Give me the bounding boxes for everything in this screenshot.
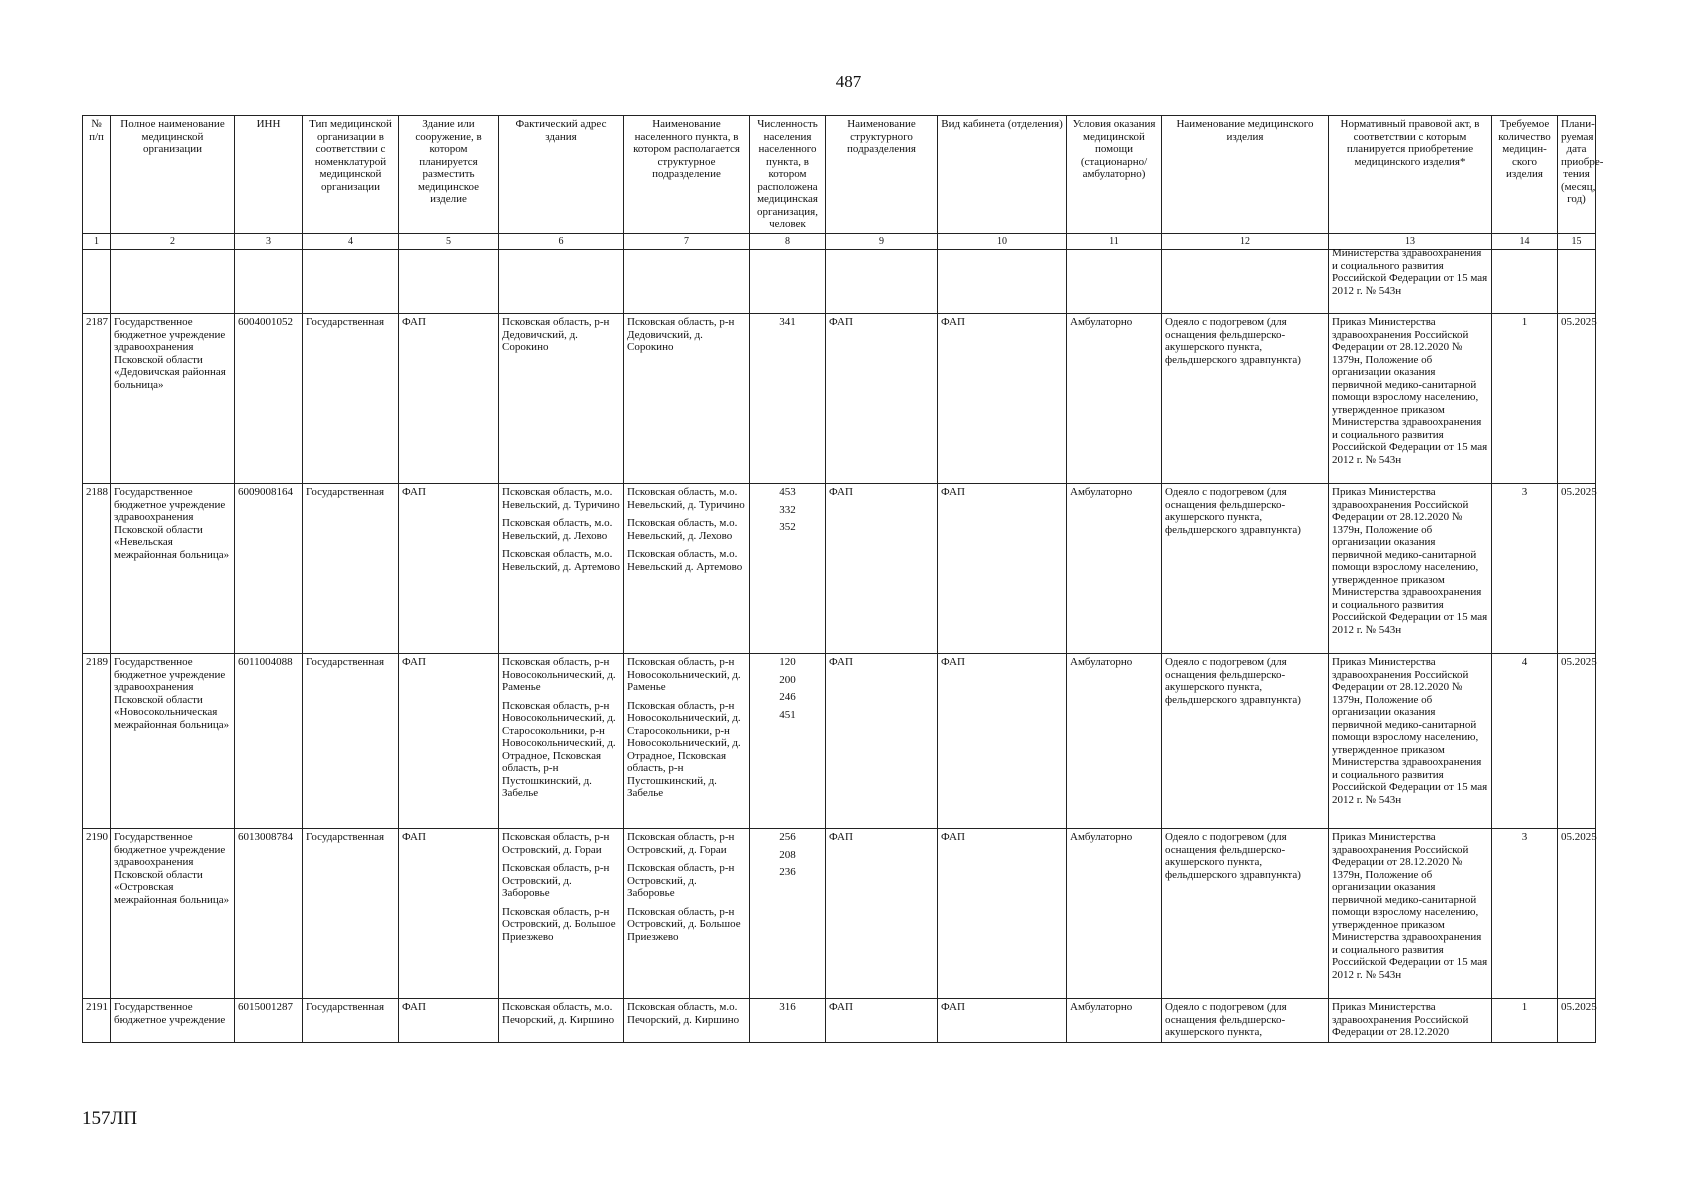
address: Псковская область, р-н Островский, д. Большое Приезжево: [502, 905, 616, 943]
col-header: Тип медицинской организации в соответствии с номенклатурой медицинской организации: [303, 116, 399, 234]
col-header: Наименование медицинского изделия: [1162, 116, 1329, 234]
row-number: 2187: [83, 314, 111, 484]
inn: 6004001052: [235, 314, 303, 484]
population: 200: [779, 673, 796, 686]
device-name-text: Одеяло с подогревом (для оснащения фельдшерско-акушерского пункта,: [1165, 1001, 1287, 1038]
address-cell: [499, 829, 624, 999]
row-number: 2188: [83, 484, 111, 654]
purchase-date: 05.2025: [1558, 484, 1596, 654]
table-row: [83, 999, 1596, 1043]
address: Псковская область, м.о. Печорский, д. Киршино: [502, 1001, 615, 1026]
cabinet-type: ФАП: [938, 484, 1067, 654]
col-header: ИНН: [235, 116, 303, 234]
legal-act: Приказ Министерства здравоохранения Российской Федерации от 28.12.2020 № 1379н, Положение об организации оказания первичной медико-санитарной помощи взрослому населению, утвержденное приказом Министерства здравоохранения и социального развития Российской Федерации от 15 мая 2012 г. № 543н: [1329, 654, 1492, 829]
population-cell: [750, 999, 826, 1043]
device-name: Одеяло с подогревом (для оснащения фельдшерско-акушерского пункта, фельдшерского здравпункта): [1162, 829, 1329, 999]
population: 316: [779, 1001, 796, 1013]
page-number: 487: [835, 72, 862, 91]
quantity: 1: [1492, 314, 1558, 484]
population: 453: [779, 486, 796, 498]
col-header: Здание или сооружение, в котором планируется разместить медицинское изделие: [399, 116, 499, 234]
continuation-row: [83, 250, 1596, 314]
population-cell: [750, 314, 826, 484]
device-name: Одеяло с подогревом (для оснащения фельдшерско-акушерского пункта, фельдшерского здравпункта): [1162, 484, 1329, 654]
address: Псковская область, м.о. Невельский, д. Туричино: [502, 486, 620, 511]
row-number: 2189: [83, 654, 111, 829]
care-conditions: Амбулаторно: [1067, 484, 1162, 654]
col-number: 5: [399, 234, 499, 250]
col-number: 9: [826, 234, 938, 250]
building: ФАП: [399, 654, 499, 829]
organization-name: Государственное бюджетное учреждение здравоохранения Псковской области «Островская межрайонная больница»: [111, 829, 235, 999]
care-conditions: Амбулаторно: [1067, 654, 1162, 829]
legal-act: Приказ Министерства здравоохранения Российской Федерации от 28.12.2020 № 1379н, Положение об организации оказания первичной медико-санитарной помощи взрослому населению, утвержденное приказом Министерства здравоохранения и социального развития Российской Федерации от 15 мая 2012 г. № 543н: [1329, 484, 1492, 654]
population: 341: [779, 316, 796, 328]
settlement: Псковская область, м.о. Невельский, д. Туричино: [627, 486, 745, 511]
settlement-cell: [624, 314, 750, 484]
organization-type: Государственная: [303, 654, 399, 829]
col-number: 6: [499, 234, 624, 250]
header-row: [83, 116, 1596, 234]
continuation-text: Министерства здравоохранения и социального развития Российской Федерации от 15 мая 2012 г. № 543н: [1332, 247, 1488, 297]
organization-name: [111, 999, 235, 1043]
table-row: [83, 484, 1596, 654]
organization-type: Государственная: [303, 484, 399, 654]
settlement: Псковская область, р-н Островский, д. Заборовье: [627, 862, 735, 899]
settlement: Псковская область, р-н Новосокольнический, д. Старосокольники, р-н Новосокольнический, д. Отрадное, Псковская область, р-н Пустошкинский, д. Забелье: [627, 699, 741, 799]
population-cell: [750, 484, 826, 654]
organization-name: Государственное бюджетное учреждение здравоохранения Псковской области «Дедовичская районная больница»: [111, 314, 235, 484]
col-header: Нормативный правовой акт, в соответствии с которым планируется приобретение медицинского изделия*: [1329, 116, 1492, 234]
table-row: [83, 829, 1596, 999]
row-number: 2191: [83, 999, 111, 1043]
col-number: 2: [111, 234, 235, 250]
structural-unit: ФАП: [826, 484, 938, 654]
organization-name: Государственное бюджетное учреждение здравоохранения Псковской области «Новосокольническая межрайонная больница»: [111, 654, 235, 829]
population: 352: [779, 521, 796, 533]
inn: 6011004088: [235, 654, 303, 829]
building: ФАП: [399, 314, 499, 484]
address: Псковская область, р-н Островский, д. Заборовье: [502, 862, 610, 899]
address-cell: [499, 484, 624, 654]
inn: 6015001287: [235, 999, 303, 1043]
inn: 6013008784: [235, 829, 303, 999]
address: Псковская область, м.о. Невельский, д. Артемово: [502, 548, 621, 573]
organization-type: Государственная: [303, 829, 399, 999]
address-cell: [499, 654, 624, 829]
settlement-cell: [624, 829, 750, 999]
address: Псковская область, р-н Новосокольнический, д. Старосокольники, р-н Новосокольнический, д. Отрадное, Псковская область, р-н Пустошкинский, д. Забелье: [502, 699, 616, 799]
cabinet-type: ФАП: [938, 654, 1067, 829]
structural-unit: ФАП: [826, 829, 938, 999]
col-number: 8: [750, 234, 826, 250]
col-header: Требуемое количество медицин-ского изделия: [1492, 116, 1558, 234]
col-number: 14: [1492, 234, 1558, 250]
population: 236: [779, 866, 796, 878]
col-number: 13: [1329, 234, 1492, 250]
col-header: № п/п: [83, 116, 111, 234]
row-number: 2190: [83, 829, 111, 999]
organization-name: Государственное бюджетное учреждение здравоохранения Псковской области «Невельская межрайонная больница»: [111, 484, 235, 654]
col-header: Наименование структурного подразделения: [826, 116, 938, 234]
legal-act: Приказ Министерства здравоохранения Российской Федерации от 28.12.2020 № 1379н, Положение об организации оказания первичной медико-санитарной помощи взрослому населению, утвержденное приказом Министерства здравоохранения и социального развития Российской Федерации от 15 мая 2012 г. № 543н: [1329, 829, 1492, 999]
settlement: Псковская область, р-н Островский, д. Гораи: [627, 831, 735, 856]
organization-type: Государственная: [303, 314, 399, 484]
settlement: Псковская область, м.о. Невельский д. Артемово: [627, 548, 743, 573]
col-number: 11: [1067, 234, 1162, 250]
structural-unit: ФАП: [826, 999, 938, 1043]
col-header: Наименование населенного пункта, в котором располагается структурное подразделение: [624, 116, 750, 234]
col-header: Плани-руемая дата приобре-тения (месяц, год): [1558, 116, 1596, 234]
population-cell: [750, 829, 826, 999]
address-cell: [499, 314, 624, 484]
population: 332: [779, 503, 796, 516]
structural-unit: ФАП: [826, 314, 938, 484]
legal-act: [1329, 999, 1492, 1043]
settlement: Псковская область, м.о. Печорский, д. Киршино: [627, 1001, 740, 1026]
settlement: Псковская область, р-н Новосокольнический, д. Раменье: [627, 656, 741, 693]
quantity: 3: [1492, 484, 1558, 654]
legal-act: Приказ Министерства здравоохранения Российской Федерации от 28.12.2020 № 1379н, Положение об организации оказания первичной медико-санитарной помощи взрослому населению, утвержденное приказом Министерства здравоохранения и социального развития Российской Федерации от 15 мая 2012 г. № 543н: [1329, 314, 1492, 484]
purchase-date: 05.2025: [1558, 829, 1596, 999]
col-header: Фактический адрес здания: [499, 116, 624, 234]
col-header: Вид кабинета (отделения): [938, 116, 1067, 234]
care-conditions: Амбулаторно: [1067, 314, 1162, 484]
col-number: 4: [303, 234, 399, 250]
quantity: 3: [1492, 829, 1558, 999]
device-name: Одеяло с подогревом (для оснащения фельдшерско-акушерского пункта, фельдшерского здравпункта): [1162, 654, 1329, 829]
col-header: Полное наименование медицинской организации: [111, 116, 235, 234]
care-conditions: Амбулаторно: [1067, 829, 1162, 999]
population: 208: [779, 848, 796, 861]
col-number: 1: [83, 234, 111, 250]
settlement-cell: [624, 999, 750, 1043]
legal-act-text: Приказ Министерства здравоохранения Российской Федерации от 28.12.2020: [1332, 1001, 1469, 1038]
settlement-cell: [624, 484, 750, 654]
building: ФАП: [399, 829, 499, 999]
population-cell: [750, 654, 826, 829]
population: 451: [779, 708, 796, 721]
population: 120: [779, 656, 796, 668]
inn: 6009008164: [235, 484, 303, 654]
structural-unit: ФАП: [826, 654, 938, 829]
col-number: 10: [938, 234, 1067, 250]
purchase-date: 05.2025: [1558, 999, 1596, 1043]
organization-type: Государственная: [303, 999, 399, 1043]
building: ФАП: [399, 484, 499, 654]
col-header: Численность населения населенного пункта, в котором расположена медицинская организация, человек: [750, 116, 826, 234]
table-row: [83, 654, 1596, 829]
quantity: 1: [1492, 999, 1558, 1043]
address-cell: [499, 999, 624, 1043]
building: ФАП: [399, 999, 499, 1043]
device-name: [1162, 999, 1329, 1043]
address: Псковская область, м.о. Невельский, д. Лехово: [502, 517, 613, 542]
table-row: [83, 314, 1596, 484]
settlement: Псковская область, м.о. Невельский, д. Лехово: [627, 517, 738, 542]
registry-table: [82, 115, 1604, 1043]
document-code: 157ЛП: [82, 1108, 138, 1129]
organization-name-text: Государственное бюджетное учреждение: [114, 1001, 226, 1026]
purchase-date: 05.2025: [1558, 314, 1596, 484]
purchase-date: 05.2025: [1558, 654, 1596, 829]
population: 256: [779, 831, 796, 843]
col-number: 12: [1162, 234, 1329, 250]
address: Псковская область, р-н Островский, д. Гораи: [502, 831, 610, 856]
quantity: 4: [1492, 654, 1558, 829]
address: Псковская область, р-н Новосокольнический, д. Раменье: [502, 656, 616, 693]
population: 246: [779, 691, 796, 703]
care-conditions: Амбулаторно: [1067, 999, 1162, 1043]
settlement: Псковская область, р-н Островский, д. Большое Приезжево: [627, 905, 741, 943]
device-name: Одеяло с подогревом (для оснащения фельдшерско-акушерского пункта, фельдшерского здравпункта): [1162, 314, 1329, 484]
address: Псковская область, р-н Дедовичский, д. Сорокино: [502, 316, 610, 353]
settlement: Псковская область, р-н Дедовичский, д. Сорокино: [627, 316, 735, 353]
cabinet-type: ФАП: [938, 999, 1067, 1043]
cabinet-type: ФАП: [938, 314, 1067, 484]
col-number: 3: [235, 234, 303, 250]
col-number: 7: [624, 234, 750, 250]
col-number: 15: [1558, 234, 1596, 250]
col-header: Условия оказания медицинской помощи (стационарно/ амбулаторно): [1067, 116, 1162, 234]
settlement-cell: [624, 654, 750, 829]
cabinet-type: ФАП: [938, 829, 1067, 999]
